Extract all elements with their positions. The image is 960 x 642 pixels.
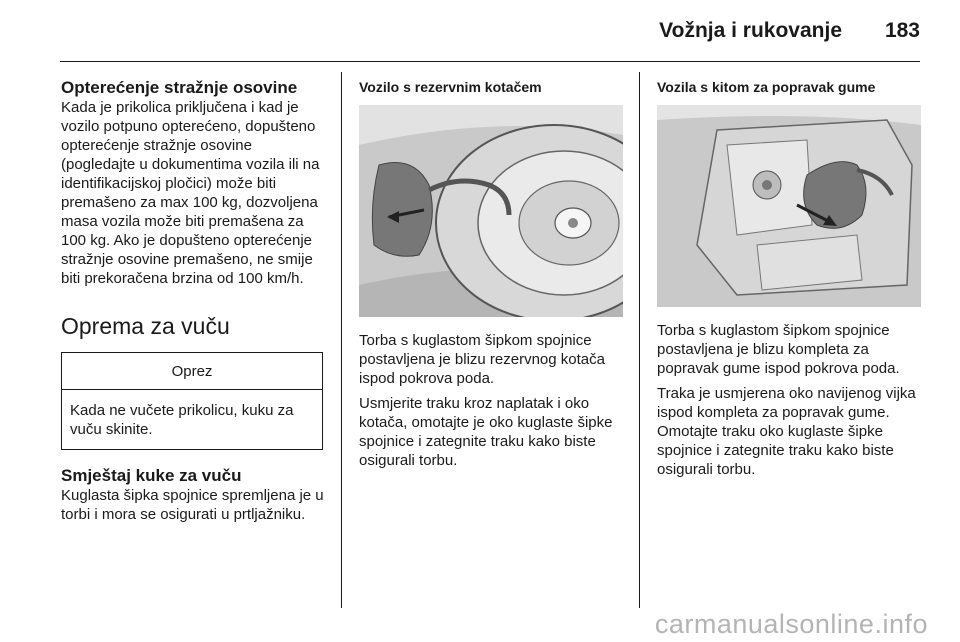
- rear-axle-load-text: Kada je prikolica priključena i kad je vozilo potpuno opterećeno, dopušteno opterećenje stražnje osovine (pogledajte u dokumentima vozila ili na identifikacijskoj pločici) može biti premašeno za max 100 kg, dozvoljena masa vozila može biti premašena za 100 kg. Ako je dopušteno opterećenje stražnje osovine premašeno, ne smije biti prekoračena brzina od 100 km/h.: [61, 99, 320, 287]
- spare-wheel-illustration: [359, 105, 623, 317]
- column-2: [359, 78, 625, 470]
- header-title: Vožnja i rukovanje: [659, 19, 842, 42]
- column-3: [657, 78, 921, 479]
- caution-text: Kada ne vučete prikolicu, kuku za vuču skinite.: [70, 402, 294, 438]
- repair-kit-illustration: [657, 105, 921, 307]
- caution-box: [61, 352, 323, 450]
- towing-equipment-heading: Oprema za vuču: [61, 313, 230, 339]
- watermark: carmanualsonline.info: [654, 609, 928, 639]
- towbar-storage-text: Kuglasta šipka spojnice spremljena je u torbi i mora se osigurati u prtljažniku.: [61, 487, 324, 523]
- repair-kit-para-2: Traka je usmjerena oko navijenog vijka ispod kompleta za popravak gume. Omotajte traku oko kuglaste šipke spojnice i zategnite traku kako biste osigurali torbu.: [657, 385, 916, 478]
- spare-wheel-figure-label: Vozilo s rezervnim kotačem: [359, 79, 542, 95]
- page-header: [0, 0, 960, 60]
- caution-title: Oprez: [62, 353, 322, 390]
- repair-kit-para-1: Torba s kuglastom šipkom spojnice postavljena je blizu kompleta za popravak gume ispod pokrova poda.: [657, 322, 900, 377]
- column-1: [61, 78, 329, 524]
- towbar-storage-heading: Smještaj kuke za vuču: [61, 466, 242, 485]
- repair-kit-image: [657, 105, 921, 307]
- column-divider-2: [639, 72, 640, 608]
- column-divider-1: [341, 72, 342, 608]
- rear-axle-load-heading: Opterećenje stražnje osovine: [61, 78, 298, 97]
- header-rule: [60, 61, 920, 62]
- page-number: 183: [884, 19, 920, 42]
- repair-kit-figure-label: Vozila s kitom za popravak gume: [657, 79, 876, 95]
- spare-wheel-image: [359, 105, 623, 317]
- spare-wheel-para-2: Usmjerite traku kroz naplatak i oko kotača, omotajte je oko kuglaste šipke spojnice i zategnite traku kako biste osigurali torbu.: [359, 395, 613, 469]
- spare-wheel-para-1: Torba s kuglastom šipkom spojnice postavljena je blizu rezervnog kotača ispod pokrova poda.: [359, 332, 605, 387]
